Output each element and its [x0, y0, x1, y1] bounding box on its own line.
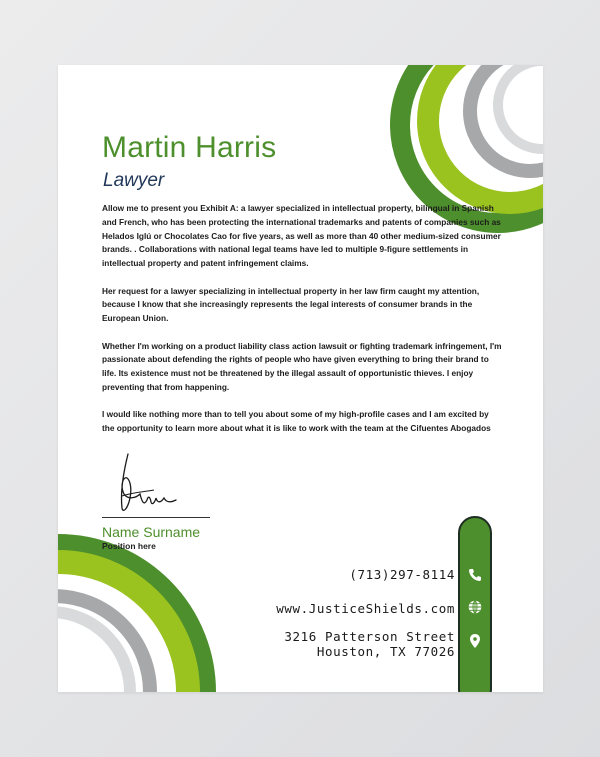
contact-address	[284, 629, 455, 659]
paragraph-4: I would like nothing more than to tell you about some of my high-profile cases and I am excited by the opportunity to learn more about what it is like to work with the team at the Cifuentes Abogados	[102, 409, 491, 434]
signature-position: Position here	[102, 541, 156, 551]
person-name: Martin Harris	[102, 131, 277, 164]
signature-line	[102, 517, 210, 518]
paragraph-3: Whether I'm working on a product liability class action lawsuit or fighting trademark infringement, I'm passionate about defending the rights of people who have given everything to bring their brand to life. Its existence must not be threatened by the illegal assault of opportunistic thieves. I enjoy preventing that from happening.	[102, 340, 502, 392]
handwritten-signature	[114, 450, 214, 520]
address-line-1: 3216 Patterson Street	[284, 629, 455, 644]
location-pin-icon	[466, 632, 484, 650]
contact-website[interactable]: www.JusticeShields.com	[276, 601, 455, 616]
paragraph-1: Allow me to present you Exhibit A: a lawyer specialized in intellectual property, bilingual in Spanish and French, who has been protecting the international trademarks and patents of companies such as Helados Iglú or Chocolates Cao for five years, as well as more than 40 other medium-sized consumer brands. . Collaborations with national legal teams have led to multiple 9-figure settlements in intellectual property and patent infringement claims.	[102, 203, 501, 269]
address-line-2: Houston, TX 77026	[316, 644, 455, 659]
letterhead-page	[58, 65, 543, 692]
letter-body	[102, 202, 502, 450]
paragraph-2: Her request for a lawyer specializing in intellectual property in her law firm caught my attention, because I know that she increasingly represents the legal interests of consumer brands in the European Union.	[102, 285, 480, 324]
globe-icon	[466, 598, 484, 616]
top-arc-light-gray	[498, 65, 543, 149]
phone-icon	[466, 566, 484, 584]
signature-name: Name Surname	[102, 524, 201, 540]
top-arc-lime	[428, 65, 543, 203]
person-title: Lawyer	[103, 170, 165, 191]
contact-phone: (713)297-8114	[349, 567, 455, 582]
